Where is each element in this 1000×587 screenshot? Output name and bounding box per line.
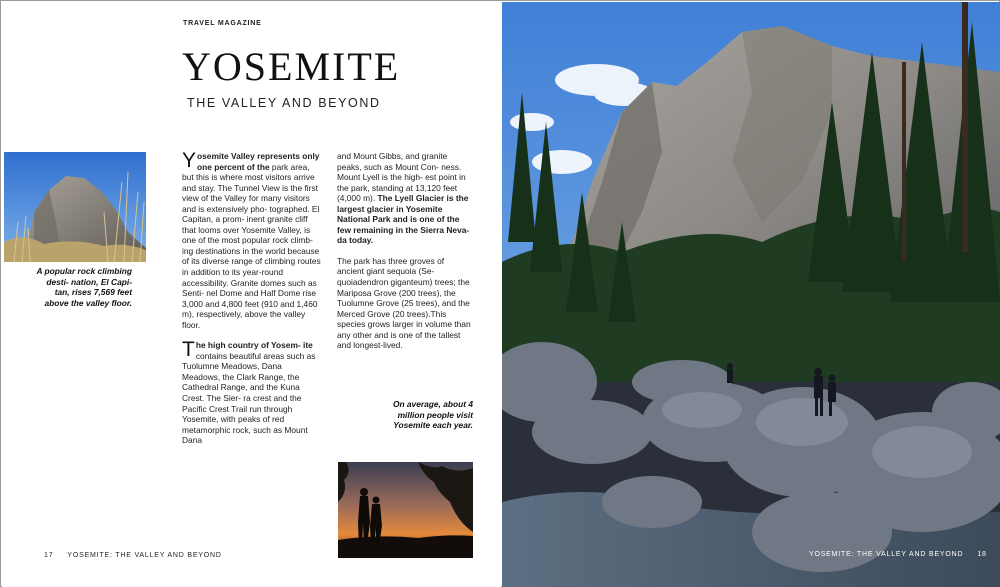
paragraph-4-text: The park has three groves of ancient giant sequoia (Se- quoiadendron giganteum) trees; the Mariposa Grove (200 trees), the Tuolumne Grove (25 trees), and the Merced Grove (20 trees).This species grows larger in volume than any other and is one of the tallest and longest-lived. <box>337 255 471 351</box>
paragraph-3-highlight: The Lyell Glacier is the largest glacier in Yosemite National Park and is one of the few remaining in the Sierra Neva- da today. <box>337 193 470 246</box>
paragraph-2-text: contains beautiful areas such as Tuolumne Meadows, Dana Meadows, the Clark Range, the Cathedral Range, and the Kuna Crest. The Sier- ra crest and the Pacific Crest Trail run through Yosemite, with peaks of red metamorphic rock, such as Mount Dana <box>182 350 316 446</box>
left-page <box>2 2 501 587</box>
running-title-left: YOSEMITE: THE VALLEY AND BEYOND <box>67 552 222 559</box>
yosemite-landscape-photo <box>502 2 1000 587</box>
drop-cap: T <box>182 338 195 362</box>
article-column-1 <box>182 151 322 456</box>
paragraph-2 <box>182 340 322 445</box>
running-title-right: YOSEMITE: THE VALLEY AND BEYOND <box>809 551 964 558</box>
el-capitan-photo <box>4 152 146 262</box>
paragraph-1 <box>182 151 322 330</box>
paragraph-2-lead: he high country of Yosem- ite <box>195 340 313 351</box>
page-title: YOSEMITE <box>182 44 401 89</box>
sunset-photo <box>338 462 473 558</box>
paragraph-1-lead: osemite Valley represents only one percent of the <box>197 151 320 172</box>
paragraph-4 <box>337 256 473 351</box>
paragraph-3-text: and Mount Gibbs, and granite peaks, such as Mount Con- ness. Mount Lyell is the high- est point in the park, standing at 13,120 feet (4,000 m). <box>337 151 466 204</box>
photo-caption: A popular rock climbing desti- nation, El Capi- tan, rises 7,569 feet above the valley floor. <box>36 266 132 308</box>
sunset-photo-illustration <box>338 462 473 558</box>
left-footer <box>44 552 222 559</box>
landscape-photo-illustration <box>502 2 1000 587</box>
page-number-right: 18 <box>977 551 987 558</box>
el-capitan-photo-illustration <box>4 152 146 262</box>
drop-cap: Y <box>182 149 197 172</box>
page-subtitle: THE VALLEY AND BEYOND <box>187 96 381 110</box>
paragraph-3 <box>337 151 473 246</box>
right-footer <box>809 551 987 558</box>
magazine-label: TRAVEL MAGAZINE <box>183 20 262 27</box>
pull-quote: On average, about 4 million people visit Yosemite each year. <box>392 399 473 431</box>
right-page <box>502 2 1000 587</box>
article-column-2 <box>337 151 473 361</box>
page-number-left: 17 <box>44 552 54 559</box>
paragraph-1-text: park area, but this is where most visitors arrive and stay. The Tunnel View is the first view of the Valley for many visitors and is extensively pho- tographed. El Capitan, a prom- inent granite cliff that looms over Yosemite Valley, is one of the most popular rock climb- ing destinations in the world because of its diverse range of climbing routes in addition to its year-round accessibility. Granite domes such as Senti- nel Dome and Half Dome rise 3,000 and 4,800 feet (910 and 1,460 m), respectively, above the valley floor. <box>182 161 321 330</box>
